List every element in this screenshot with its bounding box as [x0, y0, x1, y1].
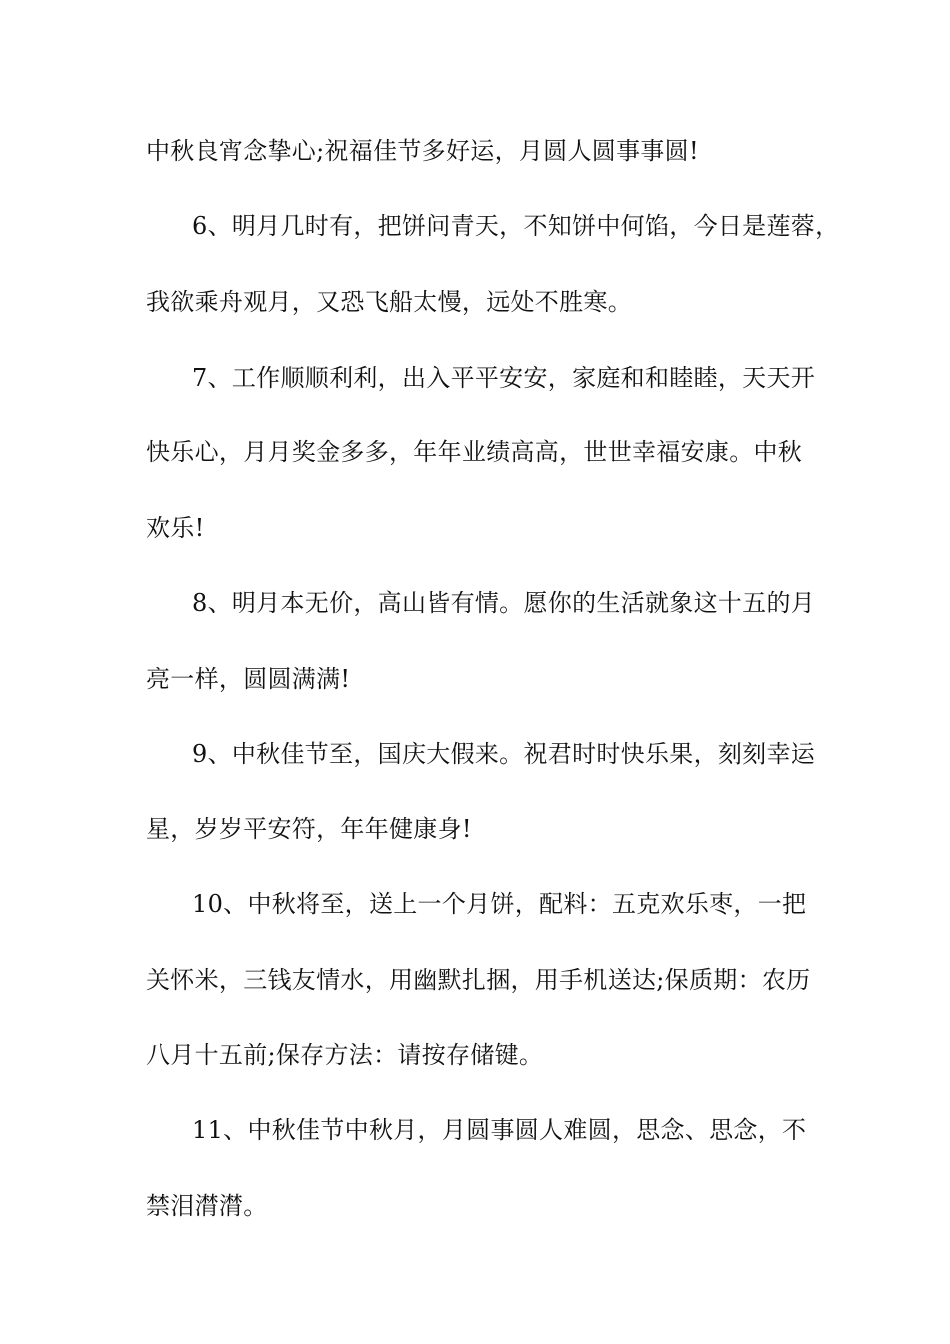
- text-line: 关怀米，三钱友情水，用幽默扎捆，用手机送达;保质期：农历: [146, 966, 811, 994]
- text-line: 欢乐!: [146, 514, 205, 542]
- text-line: 亮一样，圆圆满满!: [146, 665, 351, 693]
- text-line: 9、中秋佳节至，国庆大假来。祝君时时快乐果，刻刻幸运: [192, 740, 816, 768]
- text-line: 11、中秋佳节中秋月，月圆事圆人难圆，思念、思念，不: [192, 1116, 807, 1144]
- text-line: 八月十五前;保存方法：请按存储键。: [146, 1041, 544, 1069]
- text-line: 禁泪潸潸。: [146, 1192, 268, 1220]
- text-line: 8、明月本无价，高山皆有情。愿你的生活就象这十五的月: [192, 589, 816, 617]
- text-line: 7、工作顺顺利利，出入平平安安，家庭和和睦睦，天天开: [192, 364, 816, 392]
- text-line: 10、中秋将至，送上一个月饼，配料：五克欢乐枣，一把: [192, 890, 807, 918]
- text-line: 星，岁岁平安符，年年健康身!: [146, 815, 472, 843]
- text-line: 中秋良宵念挚心;祝福佳节多好运，月圆人圆事事圆!: [146, 137, 699, 165]
- text-line: 6、明月几时有，把饼问青天，不知饼中何馅，今日是莲蓉，: [192, 212, 840, 240]
- text-line: 快乐心，月月奖金多多，年年业绩高高，世世幸福安康。中秋: [146, 438, 803, 466]
- text-line: 我欲乘舟观月，又恐飞船太慢，远处不胜寒。: [146, 288, 632, 316]
